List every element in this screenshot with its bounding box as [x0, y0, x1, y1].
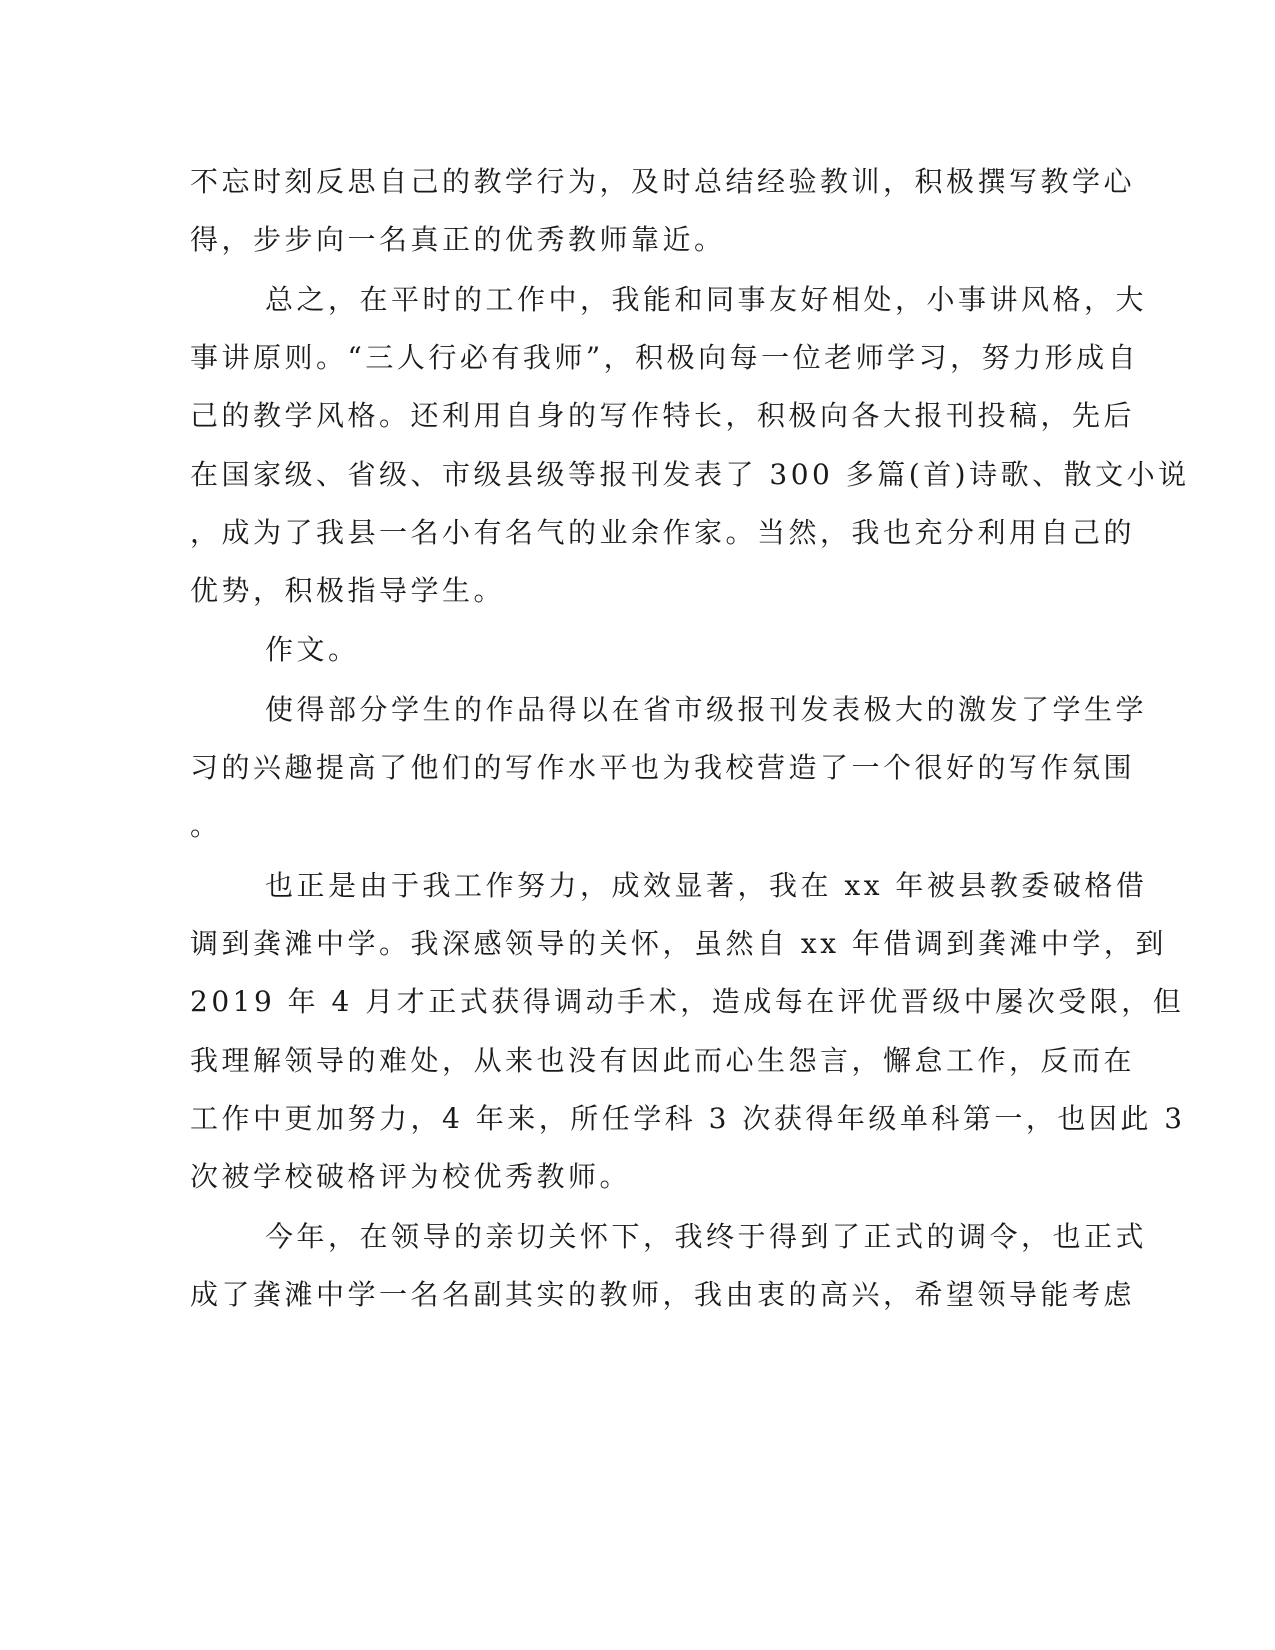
text-line: 在国家级、省级、市级县级等报刊发表了 300 多篇(首)诗歌、散文小说 [190, 458, 1190, 491]
text-line: 不忘时刻反思自己的教学行为，及时总结经验教训，积极撰写教学心 [190, 165, 1136, 198]
text-line: 调到龚滩中学。我深感领导的关怀，虽然自 xx 年借调到龚滩中学，到 [190, 927, 1167, 960]
text-line: 得，步步向一名真正的优秀教师靠近。 [190, 223, 726, 256]
paragraph-start-line: 也正是由于我工作努力，成效显著，我在 xx 年被县教委破格借 [265, 869, 1148, 902]
text-line: 成了龚滩中学一名名副其实的教师，我由衷的高兴，希望领导能考虑 [190, 1278, 1136, 1311]
text-line: 事讲原则。“三人行必有我师”，积极向每一位老师学习，努力形成自 [190, 341, 1140, 374]
text-line: 。 [190, 809, 222, 842]
text-line: ，成为了我县一名小有名气的业余作家。当然，我也充分利用自己的 [190, 516, 1136, 549]
paragraph-start-line: 使得部分学生的作品得以在省市级报刊发表极大的激发了学生学 [265, 693, 1148, 726]
text-line: 己的教学风格。还利用自身的写作特长，积极向各大报刊投稿，先后 [190, 399, 1136, 432]
text-line: 工作中更加努力，4 年来，所任学科 3 次获得年级单科第一，也因此 3 [190, 1102, 1186, 1135]
paragraph-start-line: 作文。 [265, 633, 360, 666]
text-line: 优势，积极指导学生。 [190, 574, 506, 607]
paragraph-start-line: 总之，在平时的工作中，我能和同事友好相处，小事讲风格，大 [265, 283, 1148, 316]
text-line: 我理解领导的难处，从来也没有因此而心生怨言，懈怠工作，反而在 [190, 1044, 1136, 1077]
text-line: 习的兴趣提高了他们的写作水平也为我校营造了一个很好的写作氛围 [190, 751, 1136, 784]
text-line: 次被学校破格评为校优秀教师。 [190, 1160, 632, 1193]
text-line: 2019 年 4 月才正式获得调动手术，造成每在评优晋级中屡次受限，但 [190, 985, 1185, 1018]
paragraph-start-line: 今年，在领导的亲切关怀下，我终于得到了正式的调令，也正式 [265, 1220, 1148, 1253]
